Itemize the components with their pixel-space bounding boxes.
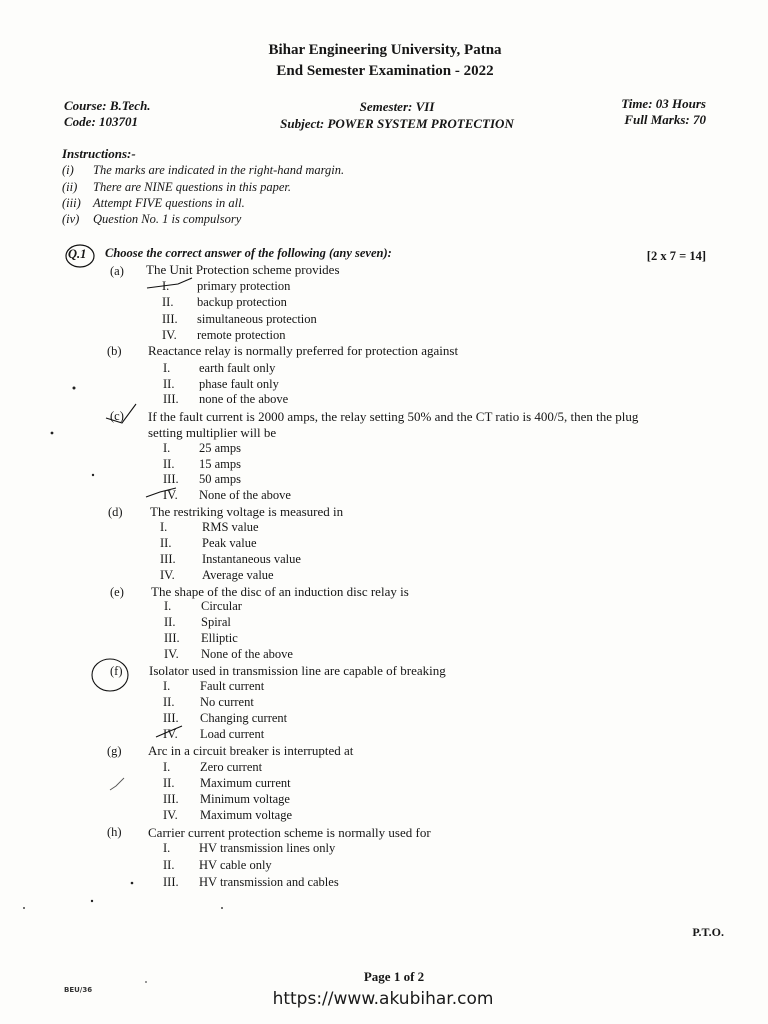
university-name: Bihar Engineering University, Patna [268,42,502,58]
question-text: If the fault current is 2000 amps, the relay setting 50% and the CT ratio is 400/5, then the plug [148,409,639,424]
instruction-text: Question No. 1 is compulsory [93,212,242,226]
option-number: III. [163,792,179,806]
question-text: The restriking voltage is measured in [150,504,344,519]
option-number: III. [163,472,179,486]
option-text: primary protection [197,279,291,293]
option-number: I. [163,679,171,693]
option-number: II. [164,615,176,629]
option-text: Elliptic [201,631,238,645]
q1-marks: [2 x 7 = 14] [646,249,706,263]
f-circle-mark [92,659,128,691]
option-number: III. [164,631,180,645]
instruction-number: (ii) [62,180,78,194]
pto-label: P.T.O. [692,925,724,939]
option-text: remote protection [197,328,286,342]
exam-title: End Semester Examination - 2022 [276,63,494,79]
instructions-title: Instructions:- [62,146,136,161]
instruction-text: Attempt FIVE questions in all. [93,196,245,210]
option-number: II. [163,457,175,471]
option-text: simultaneous protection [197,312,317,326]
option-number: III. [162,312,178,326]
question-text: The Unit Protection scheme provides [146,262,340,277]
question-text: Reactance relay is normally preferred for protection against [148,343,459,358]
option-text: none of the above [199,392,289,406]
option-number: IV. [163,727,178,741]
q1-circle-mark [66,245,94,267]
question-part-label: (d) [108,505,123,519]
question-text-continued: setting multiplier will be [148,425,277,440]
option-number: II. [163,858,175,872]
option-text: None of the above [201,647,293,661]
option-number: I. [163,760,171,774]
tick-mark-c [106,404,136,423]
option-number: III. [163,875,179,889]
option-text: Average value [202,568,274,582]
strike-mark-c [146,488,176,497]
question-text: Isolator used in transmission line are capable of breaking [149,663,446,678]
q1-heading: Choose the correct answer of the following (any seven): [105,246,392,260]
option-text: RMS value [202,520,259,534]
strike-mark-f [156,726,182,737]
option-number: I. [163,841,171,855]
question-part-label: (f) [110,664,123,678]
course-label: Course: B.Tech. [64,98,151,113]
semester-label: Semester: VII [359,99,435,114]
question-part-label: (e) [110,585,124,599]
option-text: Minimum voltage [200,792,290,806]
option-number: I. [164,599,172,613]
option-text: HV cable only [199,858,272,872]
option-text: Spiral [201,615,231,629]
option-text: earth fault only [199,361,276,375]
source-url[interactable]: https://www.akubihar.com [272,989,494,1009]
option-number: II. [162,295,174,309]
question-part-label: (a) [110,264,124,278]
option-text: backup protection [197,295,287,309]
option-number: III. [163,392,179,406]
option-text: Instantaneous value [202,552,301,566]
question-part-label: (c) [110,409,124,423]
option-number: II. [163,776,175,790]
page-number: Page 1 of 2 [363,969,425,984]
time-label: Time: 03 Hours [621,96,706,111]
option-text: Peak value [202,536,257,550]
option-text: No current [200,695,254,709]
option-number: I. [162,279,170,293]
option-text: Maximum voltage [200,808,292,822]
stray-mark-g [110,778,124,790]
code-stamp: BEU/36 [64,986,93,994]
option-text: 50 amps [199,472,242,486]
tick-mark-a [147,278,192,288]
option-text: Fault current [200,679,265,693]
option-text: None of the above [199,488,291,502]
option-number: IV. [163,808,178,822]
subject-label: Subject: POWER SYSTEM PROTECTION [280,116,514,131]
option-number: IV. [163,488,178,502]
option-number: II. [160,536,172,550]
question-part-label: (h) [107,825,122,839]
question-part-label: (g) [107,744,122,758]
option-text: HV transmission lines only [199,841,336,855]
option-text: Changing current [200,711,288,725]
option-number: III. [160,552,176,566]
instruction-text: The marks are indicated in the right-hand margin. [93,163,345,177]
question-part-label: (b) [107,344,122,358]
instruction-number: (i) [62,163,74,177]
option-text: 25 amps [199,441,242,455]
option-number: III. [163,711,179,725]
option-number: I. [163,361,171,375]
q1-label: Q.1 [68,247,87,261]
option-number: II. [163,377,175,391]
instruction-number: (iv) [62,212,80,226]
option-number: I. [163,441,171,455]
option-number: IV. [164,647,179,661]
question-text: Arc in a circuit breaker is interrupted at [148,743,354,758]
option-text: phase fault only [199,377,279,391]
question-text: Carrier current protection scheme is normally used for [148,825,431,840]
option-number: IV. [160,568,175,582]
option-text: Zero current [200,760,263,774]
instruction-text: There are NINE questions in this paper. [93,180,292,194]
option-number: IV. [162,328,177,342]
option-text: Maximum current [200,776,291,790]
option-text: Circular [201,599,242,613]
option-text: HV transmission and cables [199,875,339,889]
option-text: Load current [200,727,265,741]
question-text: The shape of the disc of an induction disc relay is [151,584,409,599]
instruction-number: (iii) [62,196,81,210]
code-label: Code: 103701 [64,114,139,129]
option-text: 15 amps [199,457,242,471]
full-marks-label: Full Marks: 70 [624,112,706,127]
option-number: I. [160,520,168,534]
option-number: II. [163,695,175,709]
